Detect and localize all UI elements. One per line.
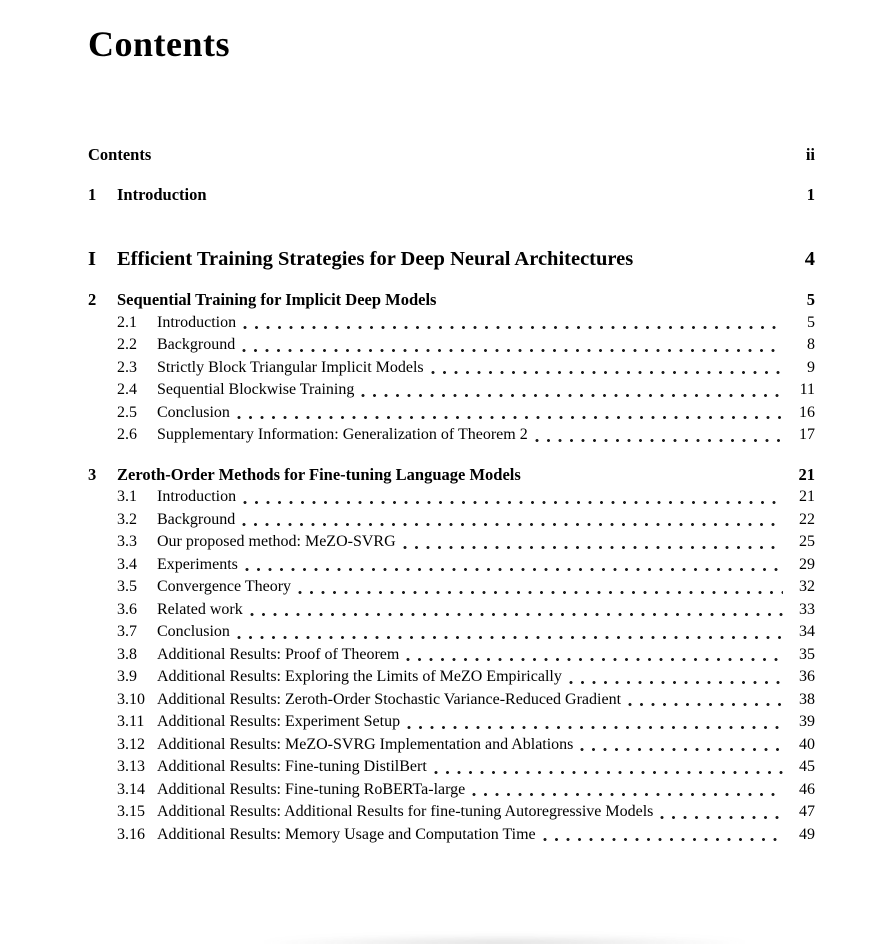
entry-page-number: 46 [799, 780, 815, 798]
entry-number: 2 [88, 290, 97, 309]
dot-leader [214, 197, 783, 202]
entry-page-number: 40 [799, 735, 815, 753]
dot-leader [237, 635, 783, 640]
dot-leader [298, 590, 783, 595]
entry-number: 3.9 [117, 668, 137, 685]
entry-label: Introduction [157, 313, 237, 331]
page-bottom-shadow [260, 935, 749, 944]
entry-label: Additional Results: Fine-tuning DistilBert [157, 758, 427, 775]
entry-label: Additional Results: Memory Usage and Computation Time [157, 825, 536, 843]
dot-leader [245, 567, 783, 572]
entry-label: Additional Results: Zeroth-Order Stochastic Variance-Reduced Gradient [157, 690, 622, 708]
toc-entry-chapter[interactable] [88, 289, 815, 312]
page-title: Contents [88, 24, 231, 64]
entry-number: 2.5 [117, 403, 137, 421]
entry-number: 3.6 [117, 600, 137, 618]
entry-page-number: 21 [799, 488, 815, 505]
entry-page-number: 17 [799, 426, 815, 443]
toc-entry-section[interactable] [88, 734, 815, 757]
entry-page-number: ii [805, 145, 815, 164]
entry-label: Additional Results: Additional Results for fine-tuning Autoregressive Models [157, 803, 654, 820]
entry-page-number: 1 [806, 184, 815, 204]
toc-entry-section[interactable] [88, 644, 815, 667]
entry-label: Background [157, 510, 236, 528]
toc-entry-section[interactable] [88, 424, 815, 447]
toc-entry-section[interactable] [88, 689, 815, 712]
entry-page-number: 45 [799, 758, 815, 775]
dot-leader [640, 265, 783, 270]
entry-label: Introduction [117, 184, 207, 204]
entry-number: 3.3 [117, 533, 137, 550]
entry-page-number: 29 [799, 555, 815, 573]
entry-label: Supplementary Information: Generalization of Theorem 2 [157, 426, 528, 443]
entry-page-number: 39 [799, 713, 815, 730]
entry-page-number: 4 [804, 248, 815, 270]
toc-entry-section[interactable] [88, 801, 815, 824]
dot-leader [628, 702, 783, 707]
toc-entry-section[interactable] [88, 357, 815, 380]
entry-number: 3 [88, 464, 97, 484]
entry-page-number: 34 [799, 623, 815, 640]
entry-page-number: 16 [799, 403, 815, 421]
entry-number: 3.1 [117, 488, 137, 505]
entry-label: Convergence Theory [157, 578, 292, 595]
entry-label: Background [157, 336, 236, 353]
dot-leader [243, 325, 783, 330]
entry-number: 1 [88, 184, 97, 204]
entry-page-number: 35 [799, 645, 815, 663]
toc-entry-section[interactable] [88, 779, 815, 802]
entry-label: Additional Results: MeZO-SVRG Implementation and Ablations [157, 735, 574, 753]
entry-number: 3.13 [117, 758, 145, 775]
dot-leader [406, 657, 783, 662]
toc-entry-section[interactable] [88, 621, 815, 644]
entry-page-number: 33 [799, 600, 815, 618]
entry-label: Zeroth-Order Methods for Fine-tuning Language Models [117, 464, 521, 484]
entry-page-number: 32 [799, 578, 815, 595]
toc-entry-section[interactable] [88, 531, 815, 554]
toc-entry-section[interactable] [88, 599, 815, 622]
entry-label: Experiments [157, 555, 238, 573]
entry-page-number: 47 [799, 803, 815, 820]
dot-leader [443, 303, 783, 308]
dot-leader [158, 158, 783, 163]
dot-leader [569, 680, 783, 685]
toc-entry-section[interactable] [88, 711, 815, 734]
dot-leader [535, 438, 783, 443]
entry-page-number: 22 [799, 510, 815, 528]
entry-page-number: 49 [799, 825, 815, 843]
entry-page-number: 5 [807, 313, 815, 331]
toc-entry-section[interactable] [88, 486, 815, 509]
dot-leader [403, 545, 783, 550]
entry-label: Efficient Training Strategies for Deep Neural Architectures [117, 248, 634, 270]
entry-label: Introduction [157, 488, 237, 505]
toc-entry-section[interactable] [88, 402, 815, 425]
dot-leader [407, 725, 783, 730]
toc-entry-section[interactable] [88, 334, 815, 357]
entry-page-number: 8 [807, 336, 815, 353]
entry-number: 3.7 [117, 623, 137, 640]
entry-page-number: 5 [806, 290, 815, 309]
toc-entry-section[interactable] [88, 509, 815, 532]
entry-number: 2.3 [117, 358, 137, 376]
entry-number: 2.2 [117, 336, 137, 353]
toc-entry-chapter[interactable] [88, 464, 815, 487]
entry-number: 3.15 [117, 803, 145, 820]
dot-leader [243, 500, 783, 505]
dot-leader [237, 415, 783, 420]
entry-number: 2.4 [117, 381, 137, 398]
entry-label: Sequential Training for Implicit Deep Models [117, 290, 437, 309]
entry-number: 3.10 [117, 690, 145, 708]
entry-number: 3.16 [117, 825, 145, 843]
entry-number: 3.11 [117, 713, 145, 730]
entry-page-number: 21 [798, 464, 815, 484]
entry-label: Our proposed method: MeZO-SVRG [157, 533, 396, 550]
entry-label: Strictly Block Triangular Implicit Models [157, 358, 424, 376]
entry-label: Contents [88, 145, 152, 164]
dot-leader [250, 612, 783, 617]
entry-number: 3.2 [117, 510, 137, 528]
toc-list [88, 144, 815, 846]
entry-number: 3.12 [117, 735, 145, 753]
dot-leader [242, 348, 783, 353]
entry-number: 3.14 [117, 780, 145, 798]
toc-entry-part[interactable] [88, 244, 815, 274]
dot-leader [434, 770, 783, 775]
dot-leader [472, 792, 783, 797]
entry-page-number: 11 [799, 381, 815, 398]
entry-page-number: 25 [799, 533, 815, 550]
toc-entry-section[interactable] [88, 576, 815, 599]
entry-label: Sequential Blockwise Training [157, 381, 355, 398]
toc-entry-section[interactable] [88, 554, 815, 577]
toc-entry-chapter[interactable] [88, 184, 815, 207]
entry-number: 3.4 [117, 555, 137, 573]
entry-label: Conclusion [157, 403, 230, 421]
entry-label: Additional Results: Experiment Setup [157, 713, 401, 730]
dot-leader [361, 393, 783, 398]
toc-entry-section[interactable] [88, 756, 815, 779]
toc-entry-section[interactable] [88, 666, 815, 689]
dot-leader [580, 747, 783, 752]
entry-label: Additional Results: Proof of Theorem [157, 645, 400, 663]
dot-leader [543, 837, 783, 842]
entry-label: Additional Results: Fine-tuning RoBERTa-large [157, 780, 466, 798]
dot-leader [431, 370, 783, 375]
entry-page-number: 9 [807, 358, 815, 376]
entry-number: 2.1 [117, 313, 137, 331]
entry-label: Related work [157, 600, 243, 618]
entry-label: Additional Results: Exploring the Limits of MeZO Empirically [157, 668, 562, 685]
toc-entry-section[interactable] [88, 824, 815, 847]
entry-label: Conclusion [157, 623, 230, 640]
toc-entry-section[interactable] [88, 312, 815, 335]
dot-leader [528, 477, 783, 482]
page-content [88, 0, 815, 846]
toc-entry-front[interactable] [88, 144, 815, 167]
entry-number: 3.8 [117, 645, 137, 663]
entry-number: 2.6 [117, 426, 137, 443]
dot-leader [242, 522, 783, 527]
entry-page-number: 36 [799, 668, 815, 685]
toc-entry-section[interactable] [88, 379, 815, 402]
entry-number: 3.5 [117, 578, 137, 595]
dot-leader [660, 815, 783, 820]
entry-page-number: 38 [799, 690, 815, 708]
entry-number: I [88, 248, 96, 270]
